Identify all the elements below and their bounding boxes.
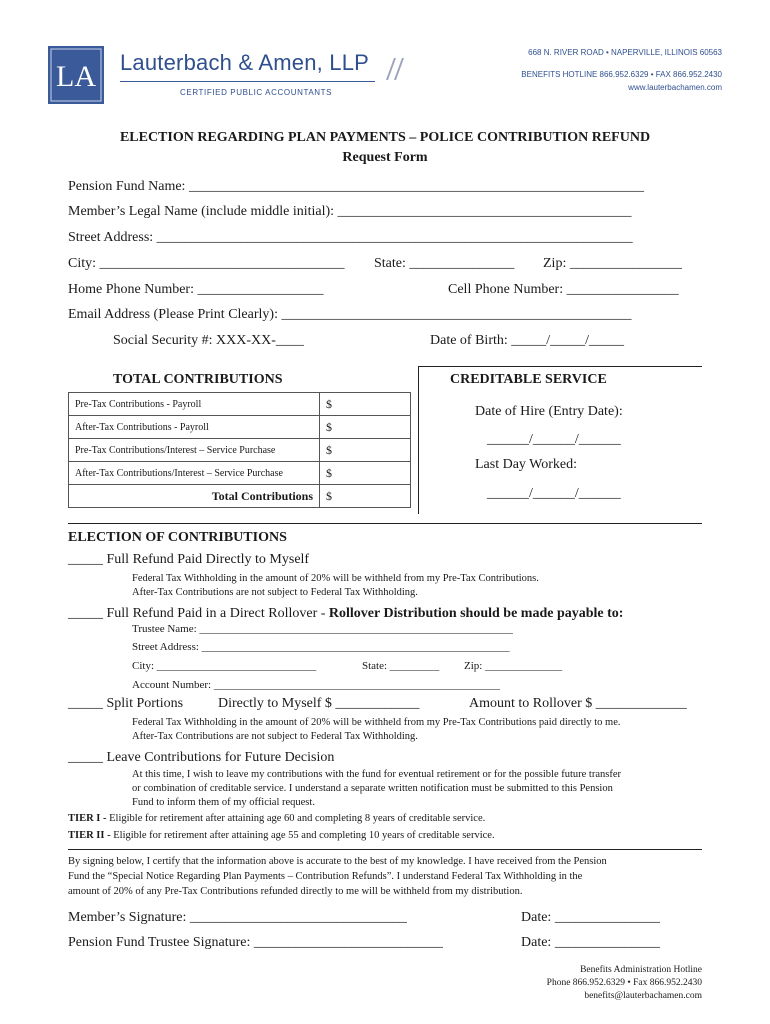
firm-logo (48, 46, 104, 104)
footer-hotline: Benefits Administration Hotline (580, 965, 702, 975)
tier-two-note (68, 830, 495, 841)
trustee-street-field[interactable]: Street Address: ________________________________________________________ (132, 641, 510, 653)
hire-date-field[interactable]: ______/______/______ (487, 432, 621, 447)
form-subtitle: Request Form (342, 150, 428, 165)
row-label: After-Tax Contributions/Interest – Service Purchase (69, 462, 320, 485)
ssn-field[interactable]: Social Security #: XXX-XX-____ (113, 333, 304, 348)
form-title: ELECTION REGARDING PLAN PAYMENTS – POLICE CONTRIBUTION REFUND (119, 130, 651, 145)
table-row (69, 462, 411, 485)
option-note: After-Tax Contributions are not subject to Federal Tax Withholding. (132, 587, 418, 598)
option-label: _____ Full Refund Paid in a Direct Rollover - (68, 606, 329, 621)
section-rule (68, 849, 702, 850)
trustee-state-field[interactable]: State: _________ (362, 660, 440, 672)
amount-field[interactable]: $ (320, 393, 411, 416)
hire-date-label: Date of Hire (Entry Date): (475, 404, 623, 419)
city-field[interactable]: City: ___________________________________ (68, 256, 345, 271)
option-leave-contributions[interactable]: _____ Leave Contributions for Future Decision (68, 750, 335, 765)
option-full-refund-self[interactable]: _____ Full Refund Paid Directly to Myself (68, 552, 310, 567)
tier-one-note (68, 813, 485, 824)
option-note: or combination of creditable service. I understand a separate written notification must be submitted to this Pension (132, 783, 613, 794)
amount-field[interactable]: $ (320, 439, 411, 462)
split-rollover-amount-field[interactable]: Amount to Rollover $ _____________ (469, 696, 687, 711)
option-note: Federal Tax Withholding in the amount of 20% will be withheld from my Pre-Tax Contributions paid directly to me. (132, 717, 621, 728)
total-label: Total Contributions (69, 485, 320, 508)
cell-phone-field[interactable]: Cell Phone Number: ________________ (448, 282, 679, 297)
trustee-city-field[interactable]: City: _____________________________ (132, 660, 317, 672)
tier-text: Eligible for retirement after attaining age 60 and completing 8 years of creditable service. (109, 813, 486, 824)
account-number-field[interactable]: Account Number: ____________________________________________________ (132, 679, 500, 691)
member-signature-field[interactable]: Member’s Signature: _______________________________ (68, 910, 407, 925)
dob-field[interactable]: Date of Birth: _____/_____/_____ (430, 333, 625, 348)
street-address-field[interactable]: Street Address: ____________________________________________________________________ (68, 230, 633, 245)
firm-address: 668 N. RIVER ROAD • NAPERVILLE, ILLINOIS 60563 (528, 48, 722, 57)
certification-text: amount of 20% of any Pre-Tax Contributions refunded directly to me will be withheld from my distribution. (68, 886, 523, 897)
trustee-name-field[interactable]: Trustee Name: _________________________________________________________ (132, 623, 513, 635)
last-day-label: Last Day Worked: (475, 457, 578, 472)
member-date-field[interactable]: Date: _______________ (521, 910, 660, 925)
row-label: Pre-Tax Contributions/Interest – Service Purchase (69, 439, 320, 462)
option-note: After-Tax Contributions are not subject to Federal Tax Withholding. (132, 731, 418, 742)
section-rule (68, 523, 702, 524)
firm-name: Lauterbach & Amen, LLP (120, 50, 370, 75)
firm-logo-mark (48, 46, 104, 104)
tier-label: TIER II - (68, 830, 114, 841)
tier-label: TIER I - (68, 813, 110, 824)
split-self-amount-field[interactable]: Directly to Myself $ ____________ (218, 696, 420, 711)
contributions-table (68, 392, 411, 508)
pension-fund-name-field[interactable]: Pension Fund Name: _________________________________________________________________ (68, 179, 644, 194)
section-divider (418, 366, 419, 514)
option-note: Fund to inform them of my official request. (132, 797, 315, 808)
firm-phones: BENEFITS HOTLINE 866.952.6329 • FAX 866.952.2430 (521, 70, 722, 79)
row-label: Pre-Tax Contributions - Payroll (69, 393, 320, 416)
option-note: At this time, I wish to leave my contributions with the fund for eventual retirement or for the possible future transfer (132, 769, 621, 780)
tier-text: Eligible for retirement after attaining age 55 and completing 10 years of creditable service. (113, 830, 495, 841)
certification-text: Fund the “Special Notice Regarding Plan Payments – Contribution Refunds”. I understand Federal Tax Withholding in the (68, 871, 583, 882)
trustee-zip-field[interactable]: Zip: ______________ (464, 660, 563, 672)
option-label-bold: Rollover Distribution should be made payable to: (328, 606, 624, 621)
total-amount-field[interactable]: $ (320, 485, 411, 508)
option-split-portions[interactable]: _____ Split Portions (68, 696, 184, 711)
option-direct-rollover[interactable] (68, 606, 623, 622)
email-field[interactable]: Email Address (Please Print Clearly): __________________________________________________ (68, 307, 632, 322)
amount-field[interactable]: $ (320, 416, 411, 439)
home-phone-field[interactable]: Home Phone Number: __________________ (68, 282, 324, 297)
trustee-signature-field[interactable]: Pension Fund Trustee Signature: ___________________________ (68, 935, 443, 950)
legal-name-field[interactable]: Member’s Legal Name (include middle initial): __________________________________________ (68, 204, 632, 219)
total-contributions-heading: TOTAL CONTRIBUTIONS (113, 372, 283, 387)
svg-text:LA: LA (56, 60, 96, 93)
option-note: Federal Tax Withholding in the amount of 20% will be withheld from my Pre-Tax Contributions. (132, 573, 539, 584)
section-rule (418, 366, 702, 367)
footer-phone: Phone 866.952.6329 • Fax 866.952.2430 (546, 978, 702, 988)
state-field[interactable]: State: _______________ (374, 256, 515, 271)
trustee-date-field[interactable]: Date: _______________ (521, 935, 660, 950)
certification-text: By signing below, I certify that the information above is accurate to the best of my knowledge. I have received from the Pension (68, 856, 607, 867)
table-row (69, 485, 411, 508)
amount-field[interactable]: $ (320, 462, 411, 485)
zip-field[interactable]: Zip: ________________ (543, 256, 682, 271)
election-heading: ELECTION OF CONTRIBUTIONS (68, 530, 287, 545)
creditable-service-heading: CREDITABLE SERVICE (450, 372, 607, 387)
footer-email[interactable]: benefits@lauterbachamen.com (584, 991, 702, 1001)
table-row (69, 416, 411, 439)
header-divider (120, 81, 375, 82)
row-label: After-Tax Contributions - Payroll (69, 416, 320, 439)
firm-subtitle: CERTIFIED PUBLIC ACCOUNTANTS (180, 88, 333, 97)
last-day-field[interactable]: ______/______/______ (487, 486, 621, 501)
table-row (69, 439, 411, 462)
header-slash-decoration (394, 58, 404, 80)
table-row (69, 393, 411, 416)
firm-website[interactable]: www.lauterbachamen.com (628, 83, 722, 92)
